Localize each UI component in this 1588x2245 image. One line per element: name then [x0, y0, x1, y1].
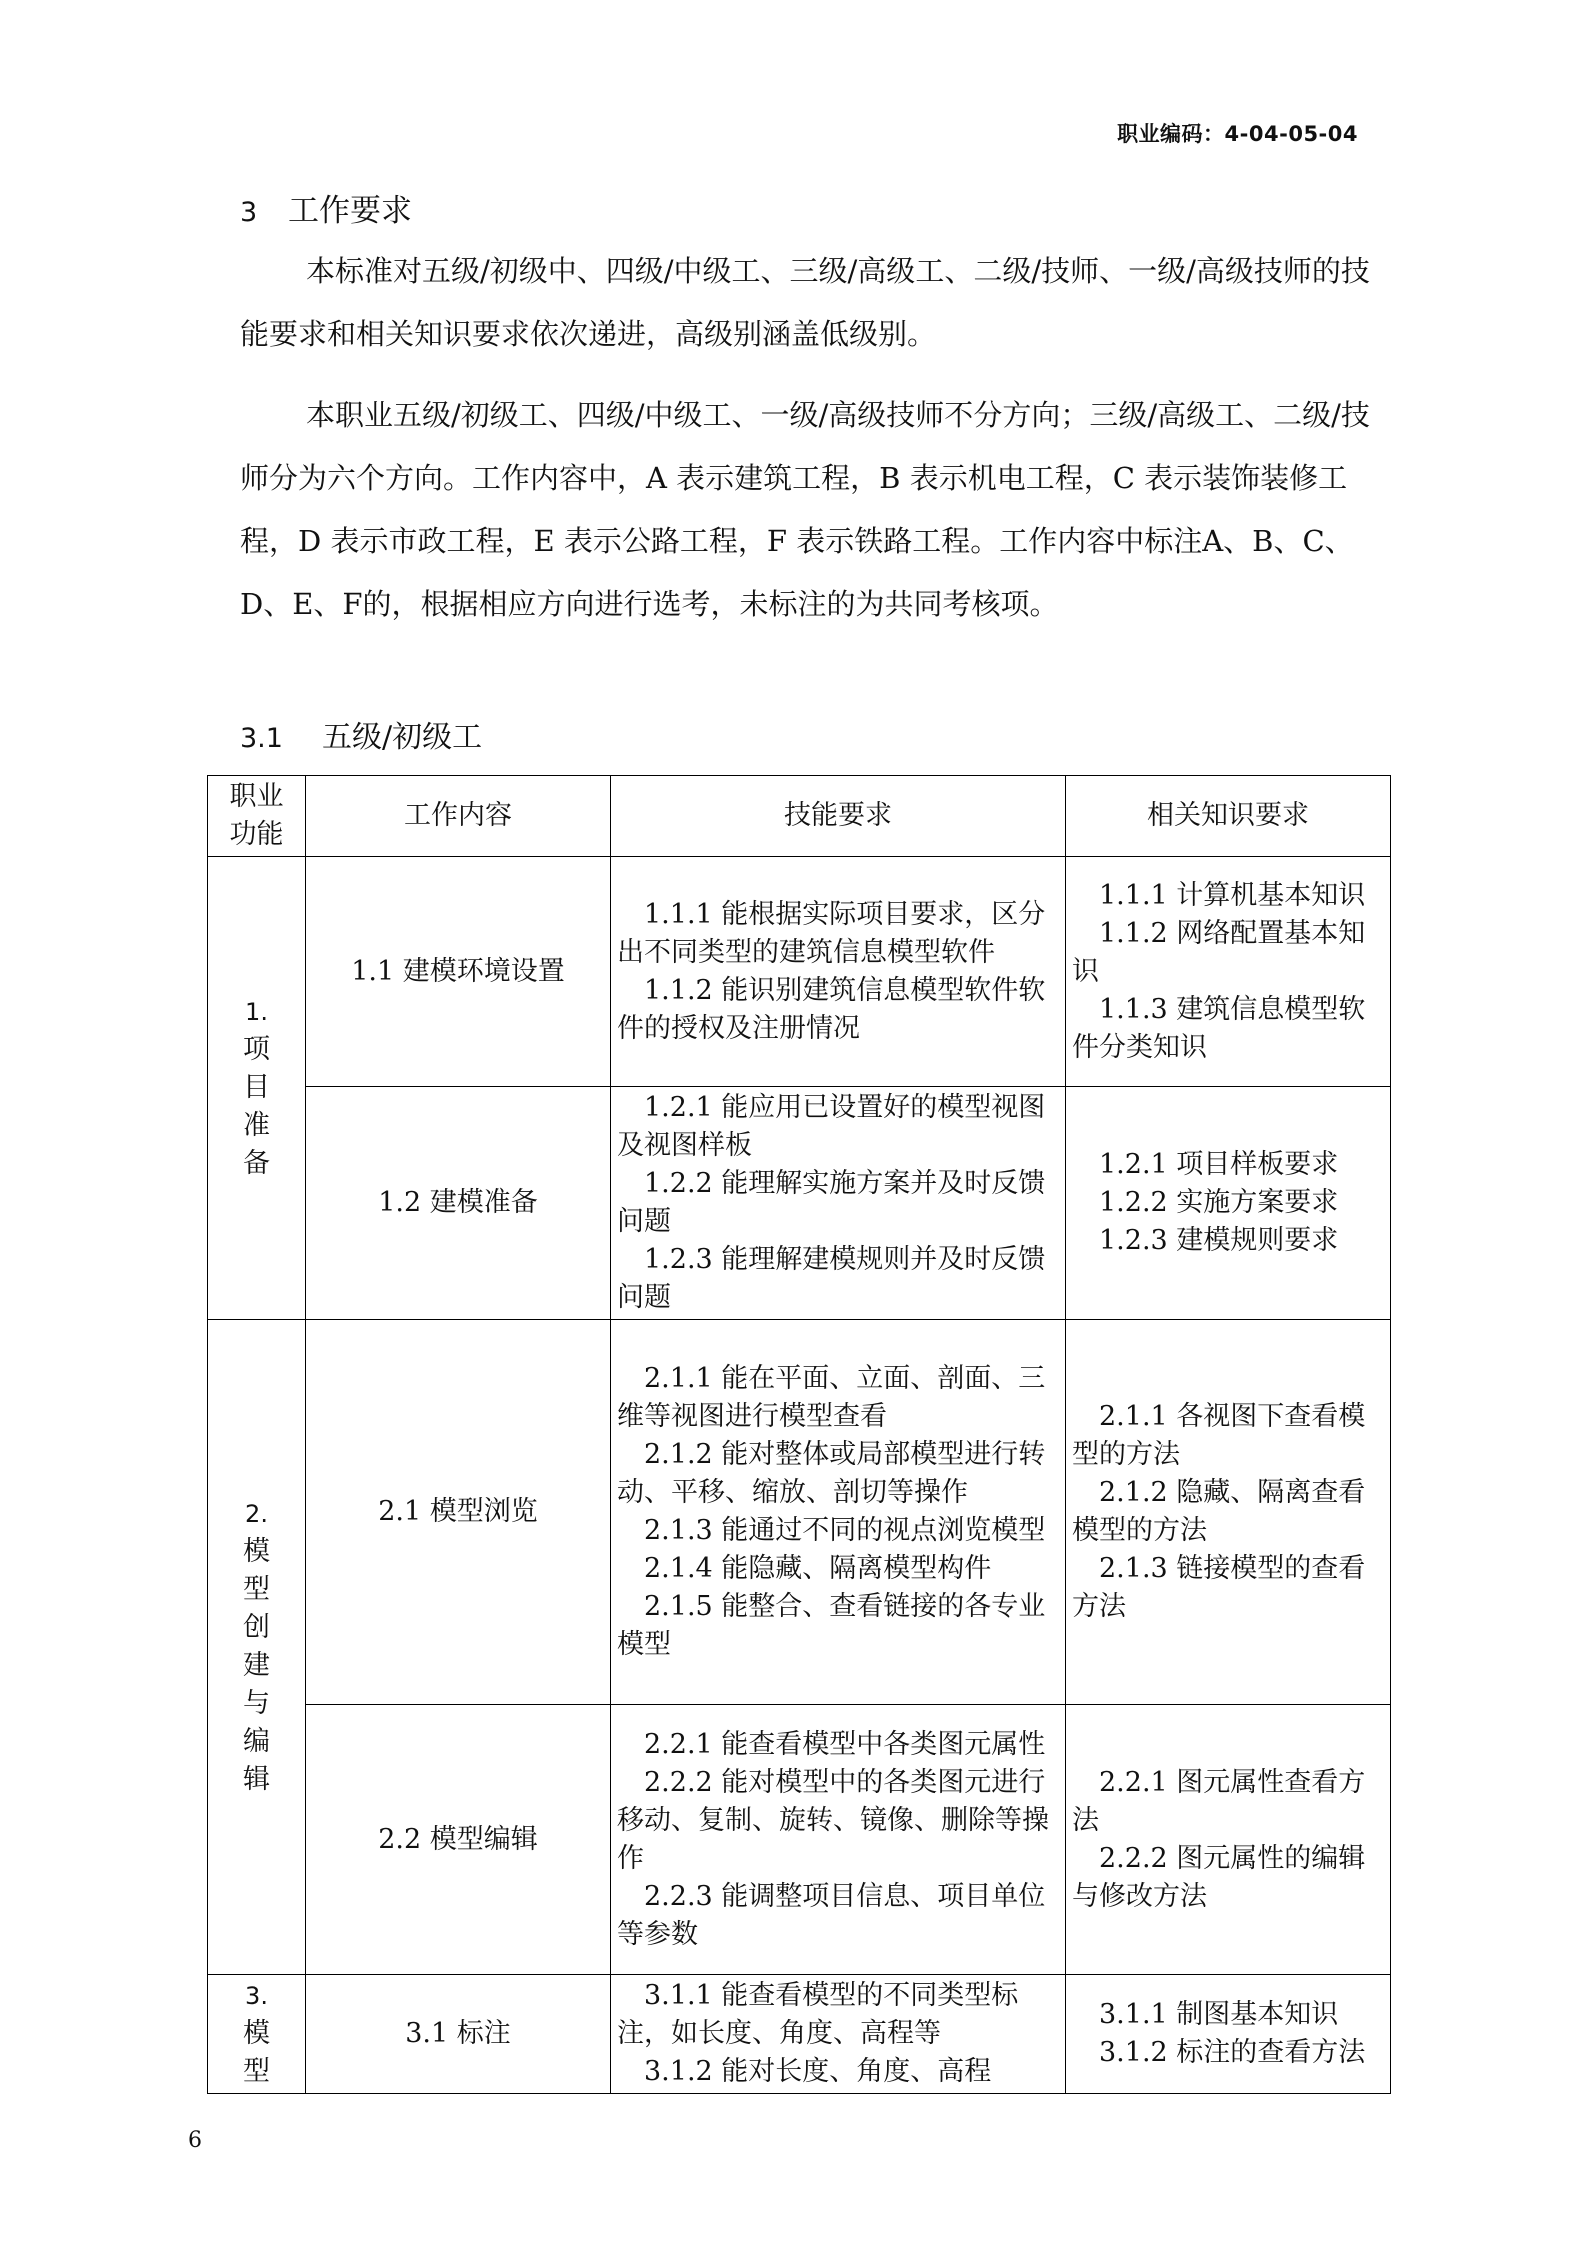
- section-number: 3: [240, 197, 258, 228]
- table-row: [208, 1320, 1391, 1705]
- skills-cell: 2.1.1 能在平面、立面、剖面、三维等视图进行模型查看 2.1.2 能对整体或局部模型进行转动、平移、缩放、剖切等操作 2.1.3 能通过不同的视点浏览模型 2.1.4 能隐藏、隔离模型构件 2.1.5 能整合、查看链接的各专业模型: [611, 1320, 1066, 1705]
- knowledge-cell: 2.2.1 图元属性查看方法 2.2.2 图元属性的编辑与修改方法: [1066, 1705, 1391, 1975]
- subsection-heading: [240, 712, 482, 756]
- section-title: 工作要求: [288, 193, 412, 229]
- header-content: 工作内容: [306, 776, 611, 857]
- content-cell: 1.2 建模准备: [306, 1087, 611, 1320]
- subsection-title: 五级/初级工: [322, 720, 483, 755]
- knowledge-cell: 2.1.1 各视图下查看模型的方法 2.1.2 隐藏、隔离查看模型的方法 2.1.3 链接模型的查看方法: [1066, 1320, 1391, 1705]
- subsection-number: 3.1: [240, 723, 283, 754]
- content-cell: 2.2 模型编辑: [306, 1705, 611, 1975]
- content-cell: 1.1 建模环境设置: [306, 857, 611, 1087]
- table-row: [208, 1087, 1391, 1320]
- page-number: 6: [188, 2128, 202, 2153]
- header-knowledge: 相关知识要求: [1066, 776, 1391, 857]
- content-cell: 3.1 标注: [306, 1975, 611, 2094]
- knowledge-cell: 1.2.1 项目样板要求 1.2.2 实施方案要求 1.2.3 建模规则要求: [1066, 1087, 1391, 1320]
- skills-cell: 3.1.1 能查看模型的不同类型标注，如长度、角度、高程等 3.1.2 能对长度、角度、高程: [611, 1975, 1066, 2094]
- skills-cell: 2.2.1 能查看模型中各类图元属性 2.2.2 能对模型中的各类图元进行移动、复制、旋转、镜像、删除等操作 2.2.3 能调整项目信息、项目单位等参数: [611, 1705, 1066, 1975]
- function-cell-3: 3. 模 型: [208, 1975, 306, 2094]
- skills-cell: 1.2.1 能应用已设置好的模型视图及视图样板 1.2.2 能理解实施方案并及时反馈问题 1.2.3 能理解建模规则并及时反馈问题: [611, 1087, 1066, 1320]
- paragraph-1: 本标准对五级/初级中、四级/中级工、三级/高级工、二级/技师、一级/高级技师的技能要求和相关知识要求依次递进，高级别涵盖低级别。: [240, 254, 1370, 351]
- content-cell: 2.1 模型浏览: [306, 1320, 611, 1705]
- table-row: [208, 1705, 1391, 1975]
- requirements-table: [207, 775, 1391, 2094]
- paragraph-2: 本职业五级/初级工、四级/中级工、一级/高级技师不分方向；三级/高级工、二级/技师分为六个方向。工作内容中，A 表示建筑工程，B 表示机电工程，C 表示装饰装修工程，D 表示市政工程，E 表示公路工程，F 表示铁路工程。工作内容中标注A、B、C、D、E、F的，根据相应方向进行选考，未标注的为共同考核项。: [240, 398, 1370, 621]
- skills-cell: 1.1.1 能根据实际项目要求，区分出不同类型的建筑信息模型软件 1.1.2 能识别建筑信息模型软件软件的授权及注册情况: [611, 857, 1066, 1087]
- table-header-row: [208, 776, 1391, 857]
- header-skills: 技能要求: [611, 776, 1066, 857]
- knowledge-cell: 3.1.1 制图基本知识 3.1.2 标注的查看方法: [1066, 1975, 1391, 2094]
- function-cell-1: 1. 项 目 准 备: [208, 857, 306, 1320]
- occupation-code: 职业编码：4-04-05-04: [1117, 122, 1358, 146]
- function-cell-2: 2. 模 型 创 建 与 编 辑: [208, 1320, 306, 1975]
- table-row: [208, 1975, 1391, 2094]
- section-heading: [240, 185, 412, 230]
- knowledge-cell: 1.1.1 计算机基本知识 1.1.2 网络配置基本知识 1.1.3 建筑信息模型软件分类知识: [1066, 857, 1391, 1087]
- table-row: [208, 857, 1391, 1087]
- header-function: 职业功能: [208, 776, 306, 857]
